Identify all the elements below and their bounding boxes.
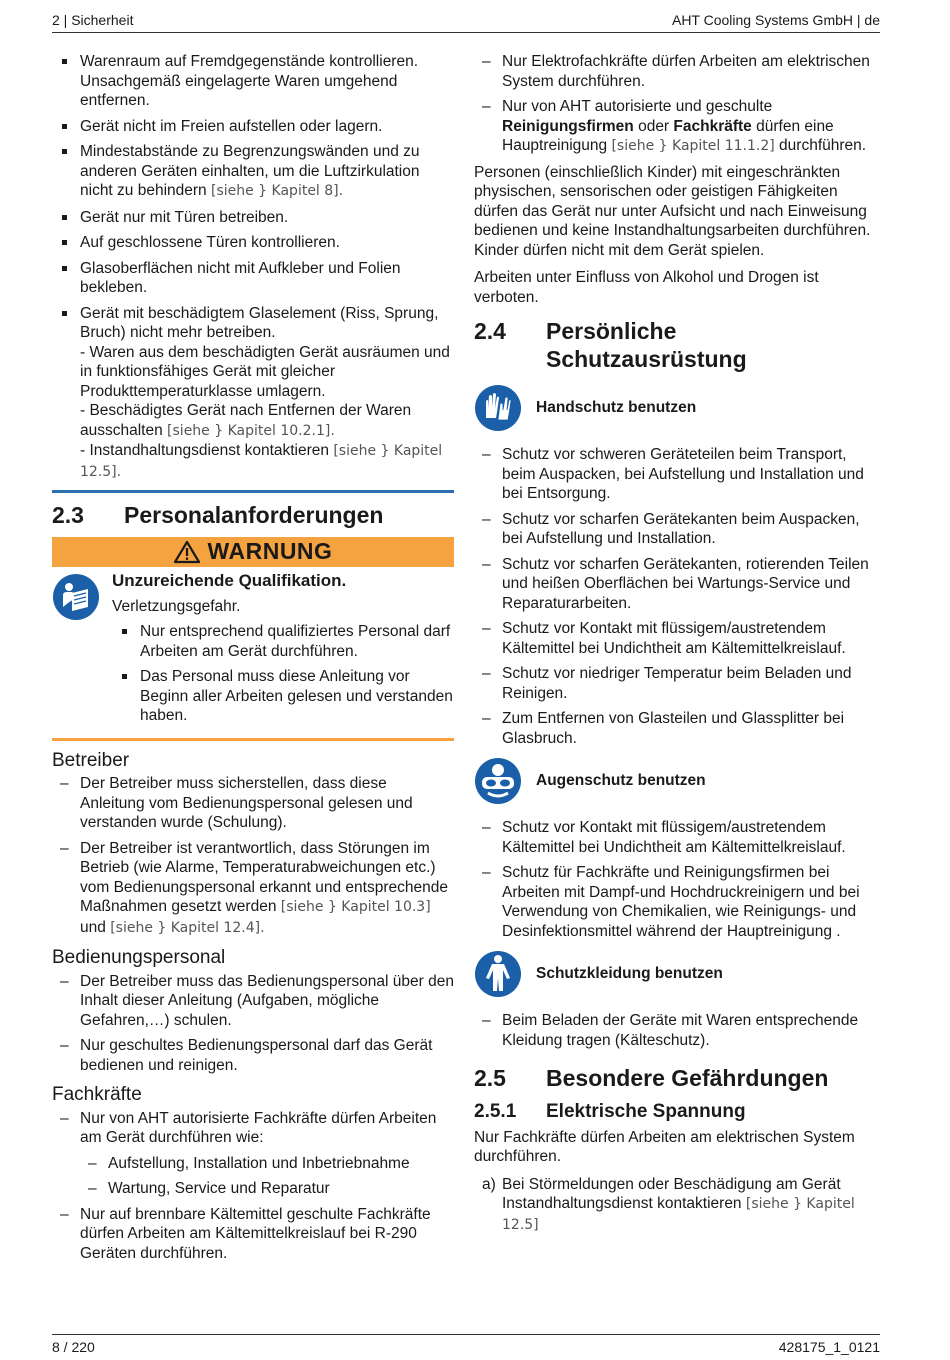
heading-fachkraefte: Fachkräfte <box>52 1084 142 1105</box>
warning-title: Unzureichende Qualifikation. <box>112 571 347 590</box>
list-item: – Nur von AHT autorisierte und geschulte Reinigungsfirmen oder Fachkräfte dürfen eine Hauptreinigung [siehe } Kapitel 11.1.2] durchführen. <box>474 97 878 157</box>
list-item: Glasoberflächen nicht mit Aufkleber und Folien bekleben. <box>52 259 454 298</box>
paragraph: Personen (einschließlich Kinder) mit eingeschränkten physischen, sensorischen oder geistigen Fähigkeiten dürfen das Gerät nur unter Aufsicht und nach Einweisung bedienen und keine Instandhaltungsarbeiten durchführen. Kinder dürfen nicht mit dem Gerät spielen. <box>474 163 871 259</box>
ppe-label: Augenschutz benutzen <box>536 772 706 790</box>
list-item: – Nur geschultes Bedienungspersonal darf das Gerät bedienen und reinigen. <box>52 1036 454 1075</box>
ppe-label: Schutzkleidung benutzen <box>536 965 723 983</box>
fach-list <box>52 1109 454 1264</box>
list-item: Das Personal muss diese Anleitung vor Beginn aller Arbeiten gelesen und verstanden haben. <box>112 667 454 726</box>
list-item: – Beim Beladen der Geräte mit Waren entsprechende Kleidung tragen (Kälteschutz). <box>474 1011 878 1050</box>
list-item: Warenraum auf Fremdgegenstände kontrollieren. Unsachgemäß eingelagerte Waren umgehend entfernen. <box>52 52 454 111</box>
list-item: – Aufstellung, Installation und Inbetriebnahme <box>80 1154 454 1174</box>
protective-suit-icon <box>474 950 522 998</box>
right-column <box>474 52 878 1241</box>
paragraph: Nur Fachkräfte dürfen Arbeiten am elektrischen System durchführen. <box>474 1128 855 1165</box>
list-item: a) Bei Störmeldungen oder Beschädigung am Gerät Instandhaltungsdienst kontaktieren [siehe } Kapitel 12.5] <box>482 1175 855 1233</box>
list-item: Mindestabstände zu Begrenzungswänden und zu anderen Geräten einhalten, um die Luftzirkulation nicht zu behindern [siehe } Kapitel 8]. <box>52 142 454 202</box>
list-item: Gerät mit beschädigtem Glaselement (Riss, Sprung, Bruch) nicht mehr betreiben. - Waren aus dem beschädigten Gerät ausräumen und in funktionsfähiges Gerät mit gleicher Produkttemperaturklasse umlagern. - Beschädigtes Gerät nach Entfernen der Waren ausschalten [siehe } Kapitel 10.2.1]. - Instandhaltungsdienst kontaktieren [siehe } Kapitel 12.5]. <box>52 304 454 483</box>
warning-banner-label: WARNUNG <box>207 538 333 565</box>
list-item: – Nur Elektrofachkräfte dürfen Arbeiten am elektrischen System durchführen. <box>474 52 878 91</box>
read-manual-icon <box>52 573 100 621</box>
suit-list <box>474 1011 878 1050</box>
list-item: – Schutz vor scharfen Gerätekanten beim Auspacken, bei Aufstellung und Installation. <box>474 510 878 549</box>
list-item: – Der Betreiber muss sicherstellen, dass diese Anleitung vom Bedienungspersonal gelesen und verstanden wurde (Schulung). <box>52 774 454 833</box>
list-item: Gerät nur mit Türen betreiben. <box>52 208 454 228</box>
goggles-icon <box>474 757 522 805</box>
cross-reference-link[interactable]: [siehe } Kapitel 12.5]. <box>80 443 443 480</box>
warning-list <box>112 622 454 726</box>
ppe-suit-row <box>474 947 878 1001</box>
warning-triangle-icon <box>174 540 200 564</box>
document-id: 428175_1_0121 <box>778 1339 880 1355</box>
cross-reference-link[interactable]: [siehe } Kapitel 10.3] <box>280 899 431 915</box>
list-item: – Wartung, Service und Reparatur <box>80 1179 454 1199</box>
bedienung-list <box>52 972 454 1076</box>
page-header <box>52 12 880 33</box>
left-column <box>52 52 454 1269</box>
list-item: – Nur auf brennbare Kältemittel geschulte Fachkräfte dürfen Arbeiten am Kältemittelkreislauf bei R-290 Geräten durchführen. <box>52 1205 454 1264</box>
list-item: – Schutz vor Kontakt mit flüssigem/austretendem Kältemittel bei Undichtheit am Kältemittelkreislauf. <box>474 619 878 658</box>
section-divider <box>52 490 454 493</box>
ppe-goggles-row <box>474 754 878 808</box>
section-heading-2-5-1: 2.5.1 Elektrische Spannung <box>474 1101 746 1122</box>
heading-bedienungspersonal: Bedienungspersonal <box>52 947 226 968</box>
page-footer <box>52 1334 880 1359</box>
list-item: – Schutz für Fachkräfte und Reinigungsfirmen bei Arbeiten mit Dampf-und Hochdruckreinigern und bei Verwendung von Chemikalien, wie Reinigungs- und Desinfektionsmittel während der Hauptreinigung . <box>474 863 878 941</box>
warning-text: Verletzungsgefahr. <box>112 597 241 615</box>
page-number: 8 / 220 <box>52 1339 95 1355</box>
section-heading-2-3: 2.3 Personalanforderungen <box>52 502 384 528</box>
list-item: – Schutz vor niedriger Temperatur beim Beladen und Reinigen. <box>474 664 878 703</box>
cross-reference-link[interactable]: [siehe } Kapitel 12.5] <box>502 1196 855 1233</box>
cross-reference-link[interactable]: [siehe } Kapitel 10.2.1]. <box>167 422 335 439</box>
heading-betreiber: Betreiber <box>52 749 130 771</box>
list-item: – Schutz vor Kontakt mit flüssigem/austretendem Kältemittel bei Undichtheit am Kältemittelkreislauf. <box>474 818 878 857</box>
cross-reference-link[interactable]: [siehe } Kapitel 12.4]. <box>110 919 265 936</box>
section-heading-2-5: 2.5 Besondere Gefährdungen <box>474 1065 829 1091</box>
list-item: – Nur von AHT autorisierte Fachkräfte dürfen Arbeiten am Gerät durchführen wie: – Aufstellung, Installation und Inbetriebnahme – Wartung, Service und Reparatur <box>52 1109 454 1199</box>
list-item: Auf geschlossene Türen kontrollieren. <box>52 233 454 253</box>
list-item: – Der Betreiber muss das Bedienungspersonal über den Inhalt dieser Anleitung (Aufgaben, mögliche Gefahren,…) schulen. <box>52 972 454 1031</box>
list-item: Nur entsprechend qualifiziertes Personal darf Arbeiten am Gerät durchführen. <box>112 622 454 661</box>
header-company: AHT Cooling Systems GmbH | de <box>671 12 880 28</box>
qualification-list <box>474 52 878 157</box>
gloves-icon <box>474 384 522 432</box>
cross-reference-link[interactable]: [siehe } Kapitel 11.1.2] <box>611 138 775 154</box>
list-item: – Schutz vor scharfen Gerätekanten, rotierenden Teilen und heißen Oberflächen bei Wartungs-Service und Reparaturarbeiten. <box>474 555 878 614</box>
hand-list <box>474 445 878 748</box>
section-heading-2-4: 2.4 Persönliche Schutzausrüstung <box>474 318 747 372</box>
cross-reference-link[interactable]: [siehe } Kapitel 8]. <box>210 183 344 199</box>
elec-list <box>474 1175 878 1236</box>
safety-bullet-list <box>52 52 454 482</box>
warning-banner <box>52 537 454 567</box>
betreiber-list <box>52 774 454 938</box>
list-item: – Der Betreiber ist verantwortlich, dass Störungen im Betrieb (wie Alarme, Temperaturabweichungen etc.) vom Bedienungspersonal erkannt und entsprechende Maßnahmen gesetzt werden [siehe } Kapitel 10.3] und [siehe } Kapitel 12.4]. <box>52 839 454 939</box>
paragraph: Arbeiten unter Einfluss von Alkohol und Drogen ist verboten. <box>474 269 819 306</box>
header-chapter: 2 | Sicherheit <box>52 12 134 28</box>
ppe-label: Handschutz benutzen <box>536 399 697 417</box>
ppe-gloves-row <box>474 381 878 435</box>
list-item: – Zum Entfernen von Glasteilen und Glassplitter bei Glasbruch. <box>474 709 878 748</box>
fach-sub-list <box>80 1154 454 1199</box>
warning-box <box>52 567 454 741</box>
eye-list <box>474 818 878 941</box>
list-item: Gerät nicht im Freien aufstellen oder lagern. <box>52 117 454 137</box>
list-item: – Schutz vor schweren Geräteteilen beim Transport, beim Auspacken, bei Aufstellung und Installation und bei Entsorgung. <box>474 445 878 504</box>
